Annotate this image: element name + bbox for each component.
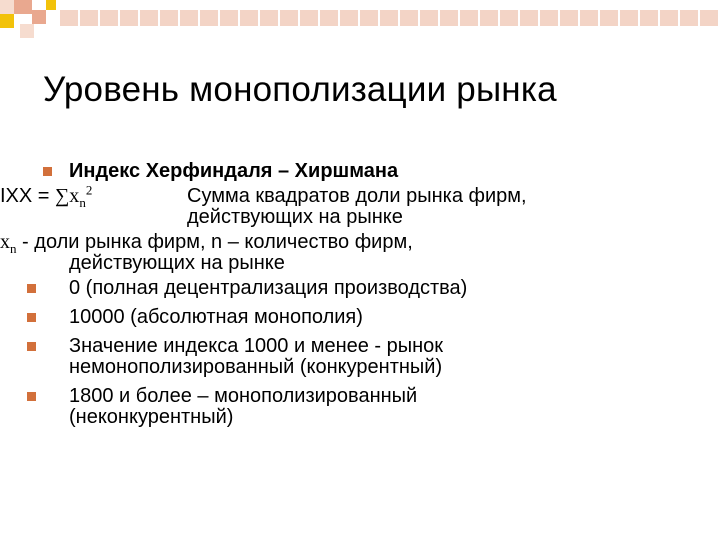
list-item-text-cont: (неконкурентный) — [69, 406, 234, 428]
deco-square — [14, 0, 32, 14]
header-decoration — [0, 0, 720, 40]
bullet-icon — [27, 342, 36, 351]
formula-equals: = — [32, 185, 56, 207]
heading-line — [43, 159, 683, 184]
bullet-icon — [27, 313, 36, 322]
bullet-icon — [27, 392, 36, 401]
deco-square — [20, 24, 34, 38]
header-stripe — [60, 10, 720, 26]
xn-symbol: x — [0, 231, 10, 253]
xn-definition-cont: действующих на рынке — [69, 252, 285, 274]
xn-text: - доли рынка фирм, n – количество фирм, — [16, 231, 413, 253]
xn-sub: n — [10, 241, 17, 256]
list-item-text: 1800 и более – монополизированный — [69, 385, 418, 407]
bullet-icon — [43, 167, 52, 176]
deco-square — [46, 0, 56, 10]
formula-description-cont: действующих на рынке — [187, 206, 403, 228]
index-heading: Индекс Херфиндаля – Хиршмана — [69, 160, 399, 182]
bullet-icon — [27, 284, 36, 293]
formula-description: Сумма квадратов доли рынка фирм, — [187, 185, 527, 207]
slide-body — [0, 159, 683, 430]
formula-sum: ∑x — [55, 185, 80, 207]
list-item-text: 10000 (абсолютная монополия) — [69, 306, 363, 328]
formula-sub: n — [79, 195, 86, 210]
list-item — [43, 276, 683, 301]
list-item-text-cont: немонополизированный (конкурентный) — [69, 356, 443, 378]
deco-square — [32, 10, 46, 24]
list-item-text: Значение индекса 1000 и менее - рынок — [69, 335, 444, 357]
list-item-text: 0 (полная децентрализация производства) — [69, 277, 468, 299]
deco-square — [0, 14, 14, 28]
formula-lhs: IXX — [0, 185, 33, 207]
page-title: Уровень монополизации рынка — [43, 70, 557, 109]
formula-sup: 2 — [85, 182, 93, 198]
list-item — [43, 305, 683, 330]
